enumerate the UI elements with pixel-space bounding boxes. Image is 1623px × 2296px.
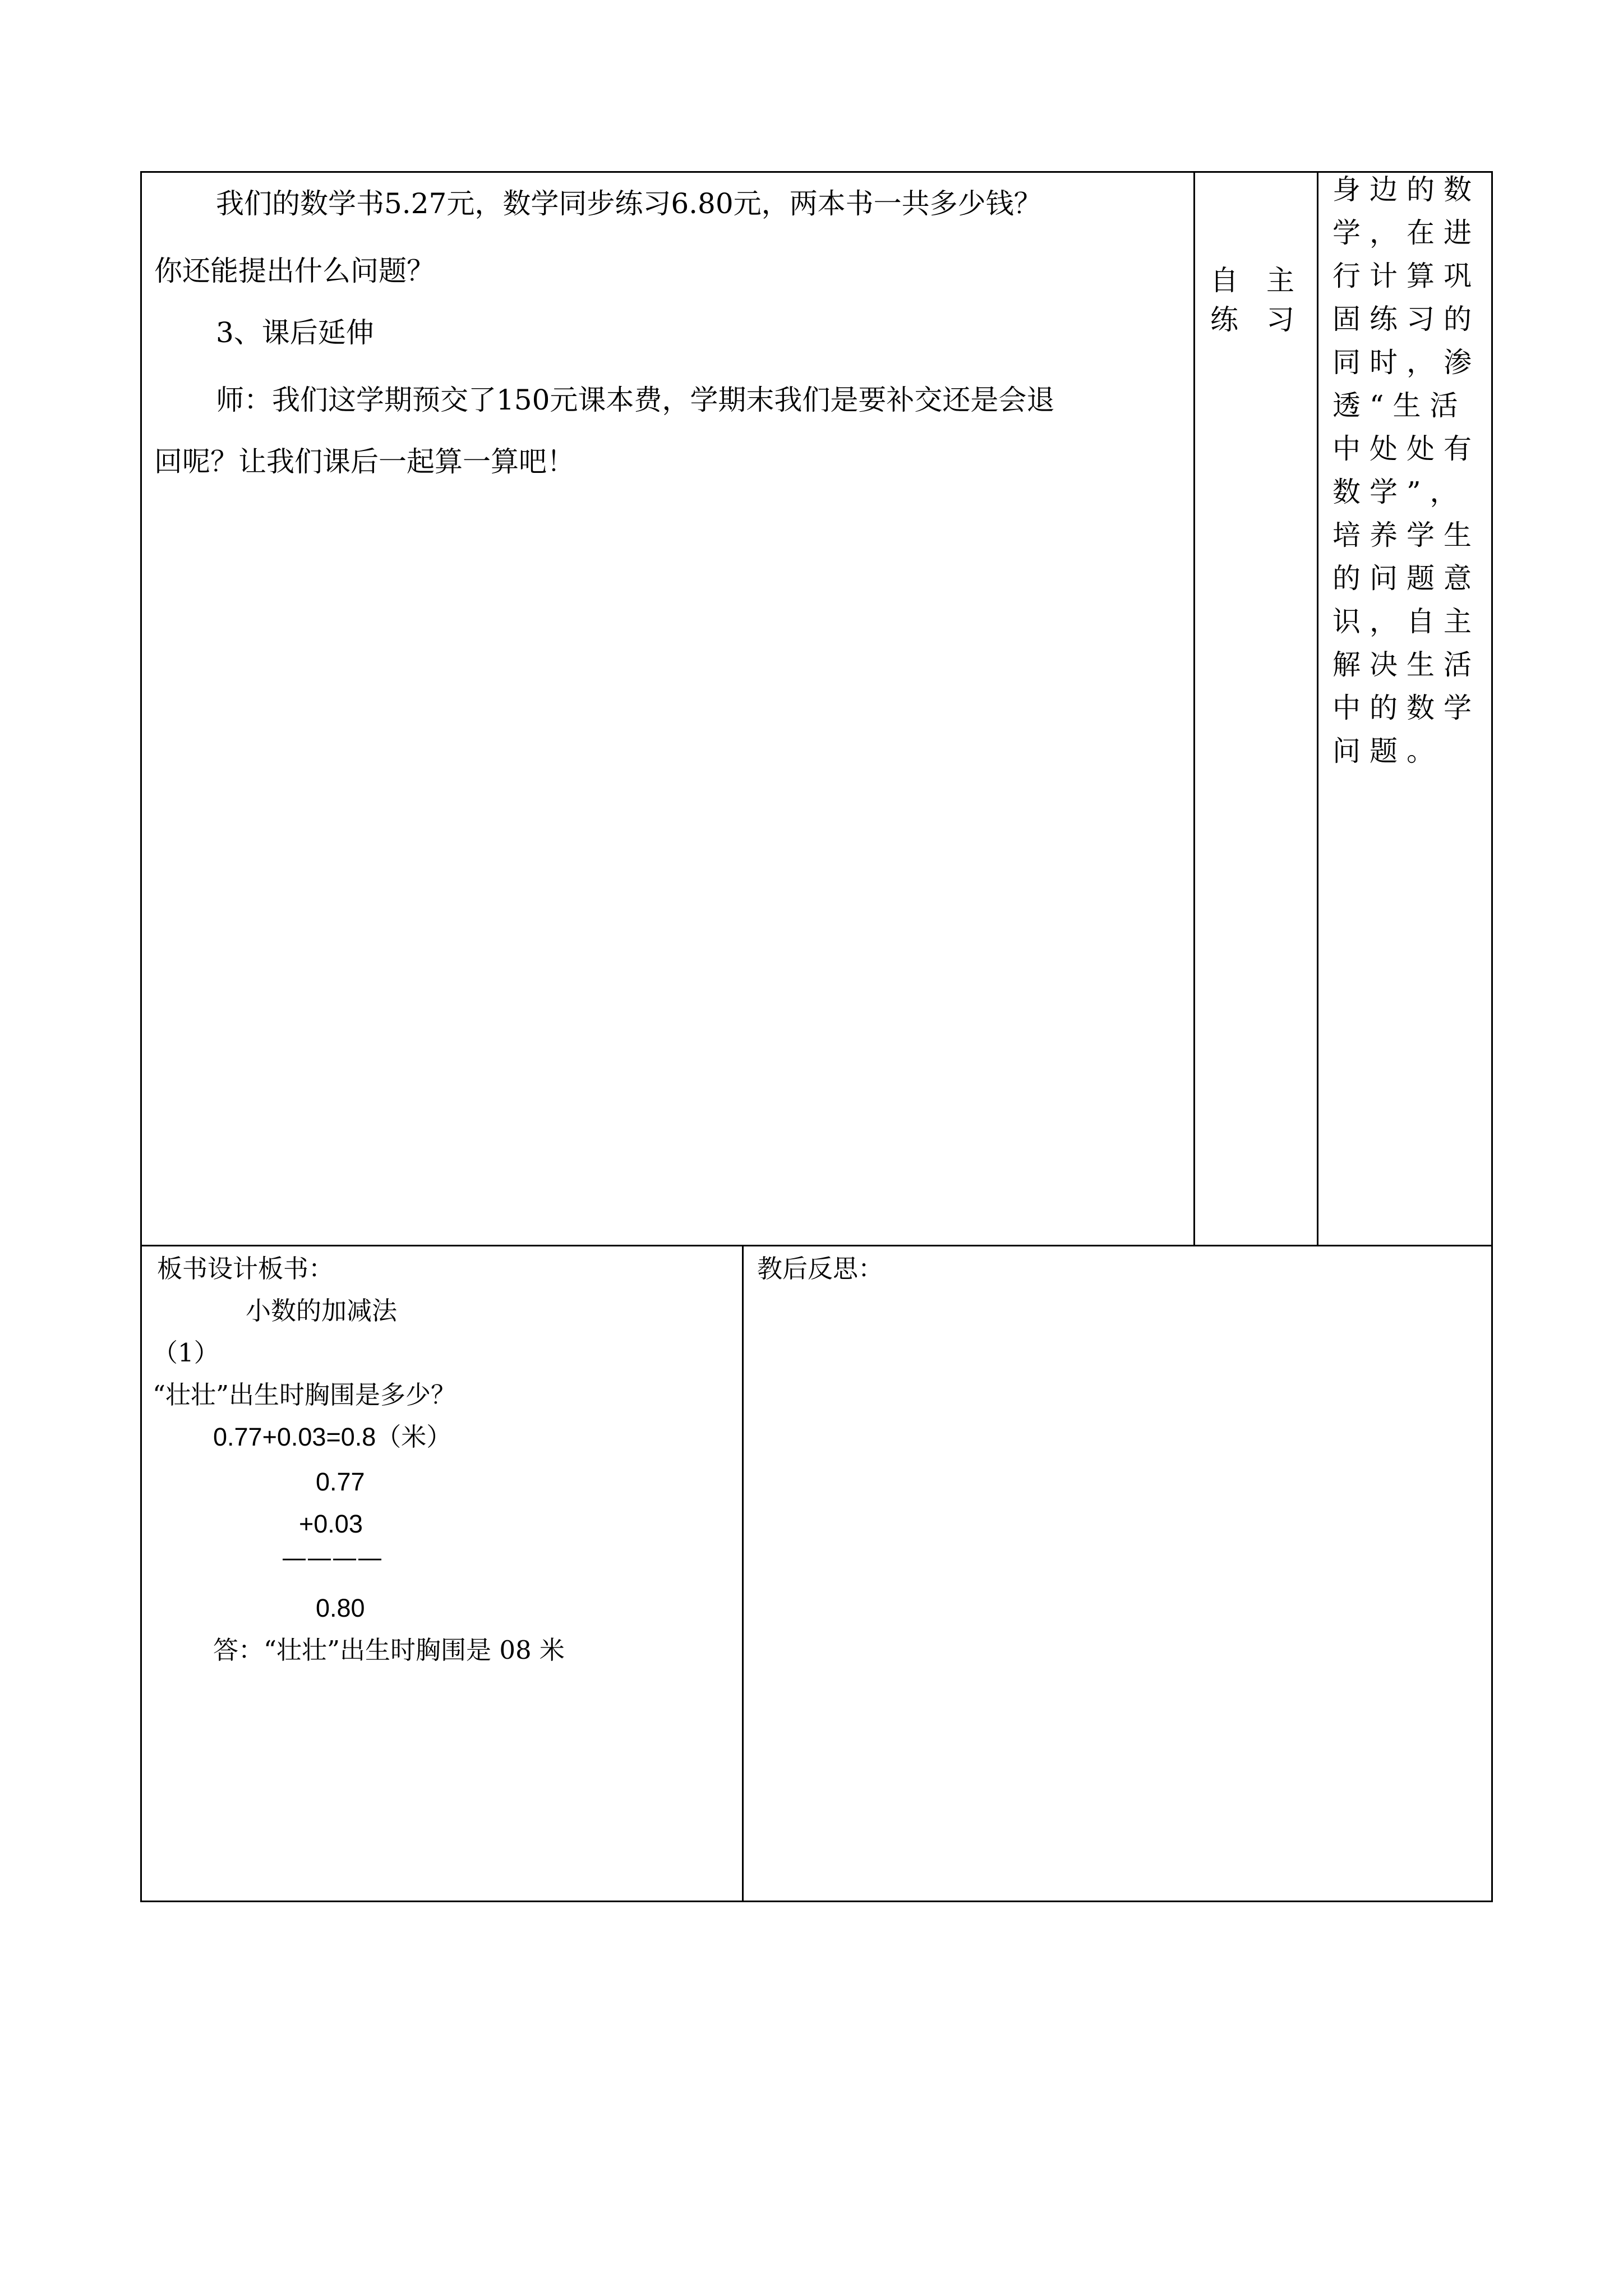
method-line-1: 自 主 xyxy=(1210,264,1294,297)
section-heading: 3、课后延伸 xyxy=(216,316,374,349)
table-left-border xyxy=(140,171,142,1902)
reflection-label: 教后反思： xyxy=(757,1254,884,1283)
row-divider xyxy=(140,1245,1493,1246)
table-top-border xyxy=(140,171,1493,173)
board-number: （1） xyxy=(153,1338,219,1368)
upper-divider-1 xyxy=(1193,171,1195,1246)
main-paragraph-2-line-1: 师：我们这学期预交了150元课本费，学期末我们是要补交还是会退 xyxy=(216,384,1055,416)
board-addend-2: +0.03 xyxy=(299,1510,363,1538)
board-equation: 0.77+0.03=0.8（米） xyxy=(213,1423,452,1451)
board-title: 小数的加减法 xyxy=(246,1296,398,1326)
board-question: “壮壮”出生时胸围是多少？ xyxy=(153,1380,457,1410)
design-intent-text: 身边的数学，在进行计算巩固练习的同时，渗透“生活中处处有数学”，培养学生的问题意识，自主解决生活中的数学问题。 xyxy=(1332,173,1481,767)
lower-divider xyxy=(742,1245,744,1902)
board-sum: 0.80 xyxy=(316,1594,365,1622)
board-addend-1: 0.77 xyxy=(316,1467,365,1496)
board-design-label: 板书设计板书： xyxy=(157,1254,334,1283)
board-rule: ———— xyxy=(282,1543,382,1572)
main-paragraph-1-line-1: 我们的数学书5.27元，数学同步练习6.80元，两本书一共多少钱？ xyxy=(216,187,1042,220)
table-bottom-border xyxy=(140,1901,1493,1902)
main-paragraph-2-line-2: 回呢？让我们课后一起算一算吧！ xyxy=(154,445,575,478)
table-right-border xyxy=(1491,171,1493,1902)
upper-divider-2 xyxy=(1317,171,1318,1246)
main-paragraph-1-line-2: 你还能提出什么问题？ xyxy=(154,255,435,287)
method-line-2: 练 习 xyxy=(1210,303,1294,336)
board-answer: 答：“壮壮”出生时胸围是 08 米 xyxy=(213,1635,565,1665)
